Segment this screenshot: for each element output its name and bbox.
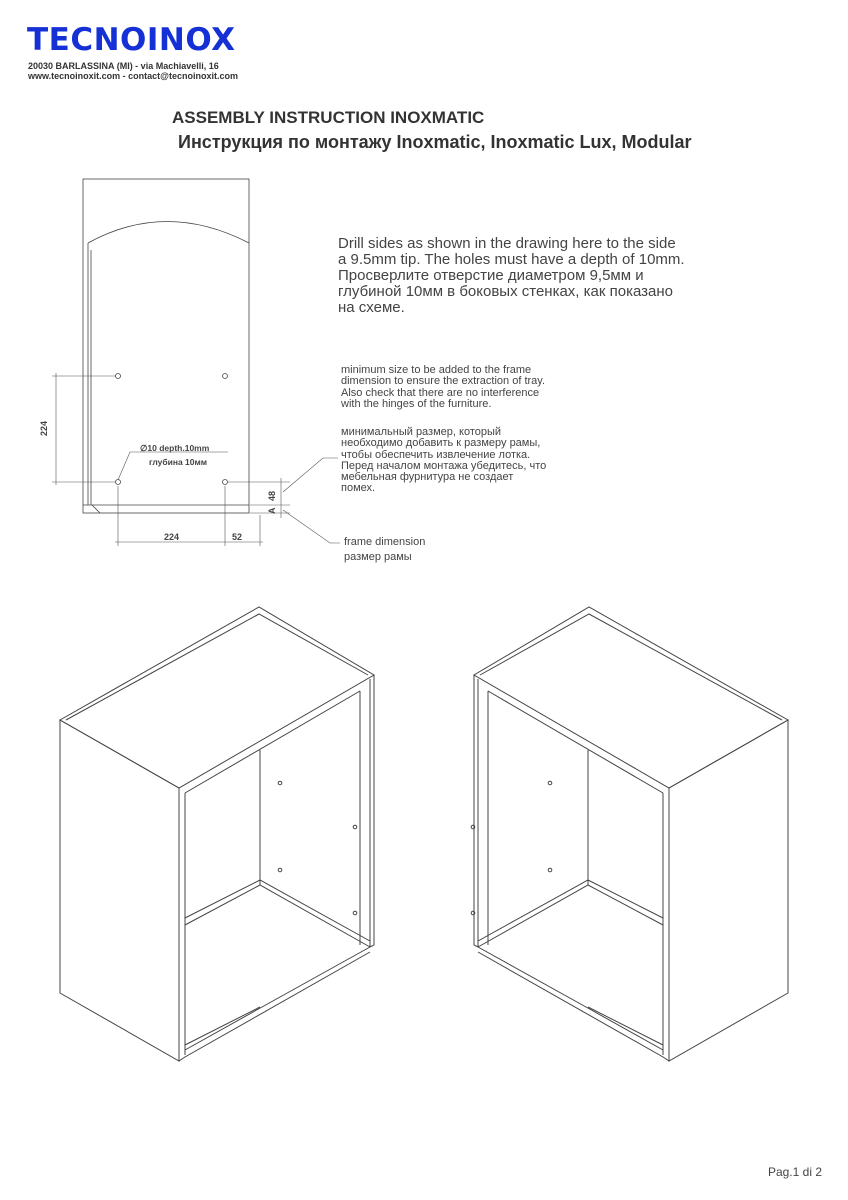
drill-line: Drill sides as shown in the drawing here to the side [338,235,676,252]
drill-line: на схеме. [338,299,405,316]
note-line: Also check that there are no interference [341,386,540,399]
cabinet-right-drawing [448,595,808,1075]
address-line-2: www.tecnoinoxit.com - contact@tecnoinoxit.com [28,71,238,81]
dim-horizontal-224: 224 [164,532,180,542]
drill-line: a 9.5mm tip. The holes must have a depth of 10mm. [338,251,685,268]
note-line: minimum size to be added to the frame [341,364,532,376]
hole-spec-label: ∅10 depth.10mm [140,443,210,453]
dim-a: A [267,507,277,514]
frame-label-en: frame dimension [344,536,426,548]
note-line: минимальный размер, который [341,426,502,438]
note-line: помех. [341,482,376,495]
page-title: ASSEMBLY INSTRUCTION INOXMATIC [172,108,485,127]
dim-offset-52: 52 [232,532,243,542]
note-line: чтобы обеспечить извлечение лотка. [341,448,531,461]
frame-label-ru: размер рамы [344,551,412,563]
note-line: мебельная фурнитура не создает [341,471,514,484]
note-line: with the hinges of the furniture. [341,397,492,410]
note-line: Перед началом монтажа убедитесь, что [341,459,547,472]
page-subtitle: Инструкция по монтажу Inoxmatic, Inoxmatic Lux, Modular [178,132,692,152]
cabinet-left-drawing [40,595,400,1075]
hole-spec-label-ru: глубина 10мм [149,457,208,467]
drill-line: глубиной 10мм в боковых стенках, как показано [338,283,673,300]
dim-vertical-224: 224 [39,420,49,436]
note-line: dimension to ensure the extraction of tray. [341,375,546,388]
drill-line: Просверлите отверстие диаметром 9,5мм и [338,267,644,284]
tecnoinox-logo: TECNOINOX [27,22,236,58]
page-number: Pag.1 di 2 [767,1165,822,1179]
address-line-1: 20030 BARLASSINA (MI) - via Machiavelli, 16 [28,61,219,71]
dim-48: 48 [267,490,277,501]
note-line: необходимо добавить к размеру рамы, [341,437,541,450]
